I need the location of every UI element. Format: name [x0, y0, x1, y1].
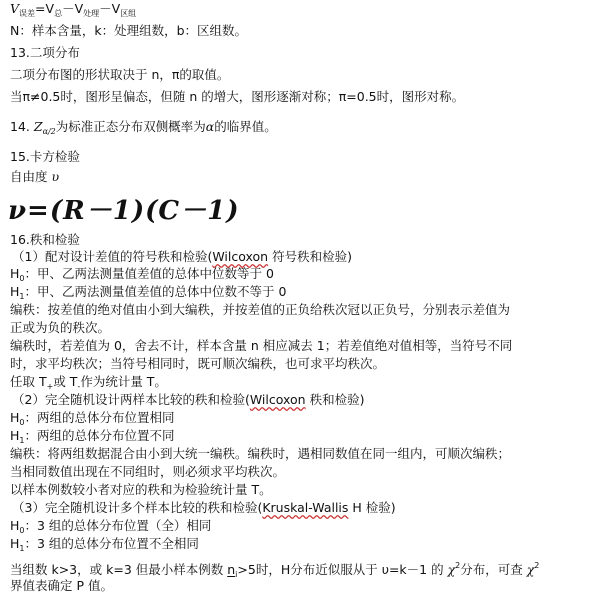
hypothesis-h1-multi-sample: [10, 535, 199, 558]
h-sub: 1: [19, 544, 25, 553]
wilcoxon-term-1: Wilcoxon: [212, 249, 269, 264]
h-symbol: H: [10, 284, 20, 299]
h-distribution-rule-end: 界值表确定 P 值。: [10, 578, 113, 593]
h1-text: ：两组的总体分布位置不同: [24, 428, 175, 443]
kruskal-wallis-term: Kruskal-Wallis: [262, 500, 349, 515]
rule-prefix: 当组数 k>3，或 k=3 但最小样本例数: [10, 562, 228, 577]
two-sample-rule-1: 编秩：将两组数据混合由小到大统一编秩。编秩时，遇相同数值在同一组内，可顺次编秩；: [10, 446, 511, 461]
h-symbol: H: [10, 410, 20, 425]
chi-symbol: χ: [447, 562, 456, 577]
h-symbol: H: [10, 428, 20, 443]
n-symbol: n: [227, 562, 236, 577]
h-sub: 0: [19, 418, 25, 427]
ranking-rule-3: 编秩时，若差值为 0，舍去不计，样本含量 n 相应减去 1；若差值绝对值相等，当符号不同: [10, 338, 513, 353]
ranking-rule-2: 正或为负的秩次。: [10, 320, 111, 335]
test-2-suffix: 秩和检验): [305, 392, 365, 407]
h-symbol: H: [10, 536, 20, 551]
chi-superscript: 2: [455, 561, 461, 570]
section-14-text-2: 的临界值。: [214, 119, 277, 134]
h-sub: 0: [19, 526, 25, 535]
section-16-title: 16.秩和检验: [10, 232, 80, 247]
minus-v2: －V: [99, 1, 121, 16]
t-mid: 或 T: [53, 374, 78, 389]
rule-middle-2: 分布，可查: [460, 562, 527, 577]
ranking-rule-4: 时，求平均秩次；当符号相同时，既可顺次编秩，也可求平均秩次。: [10, 356, 386, 371]
nu-symbol: υ: [51, 169, 60, 184]
variance-decomposition-line: [10, 0, 136, 23]
chi-superscript-2: 2: [534, 561, 540, 570]
test-2-prefix: （2）完全随机设计两样本比较的秩和检验(: [12, 392, 250, 407]
ranking-rule-1: 编秩：按差值的绝对值由小到大编秩，并按差值的正负给秩次冠以正负号，分别表示差值为: [10, 302, 511, 317]
h-sub: 1: [19, 436, 25, 445]
degrees-of-freedom-label: [10, 168, 59, 186]
h0-text: ：3 组的总体分布位置（全）相同: [24, 518, 212, 533]
t-minus: -: [77, 382, 81, 391]
section-15-title: 15.卡方检验: [10, 149, 80, 164]
section-13-para-1: 二项分布图的形状取决于 n，π的取值。: [10, 67, 230, 82]
test-3-suffix: H 检验): [348, 500, 396, 515]
sub-total: 总: [54, 9, 63, 18]
minus-v1: －V: [62, 1, 84, 16]
h0-text: ：两组的总体分布位置相同: [24, 410, 175, 425]
h1-text: ：3 组的总体分布位置不全相同: [24, 536, 199, 551]
alpha-symbol: α: [205, 119, 215, 134]
chi-square-df-formula: ν=(R－1)(C－1): [8, 196, 240, 226]
z-symbol: Z: [33, 119, 43, 134]
rule-middle: >5时，H分布近似服从于 υ=k－1 的: [237, 562, 448, 577]
test-3-heading: [12, 499, 396, 517]
z-subscript: α/2: [42, 127, 56, 136]
n-k-b-definition: N：样本含量，k：处理组数，b：区组数。: [10, 23, 248, 38]
two-sample-rule-2: 当相同数值出现在不同组时，则必须求平均秩次。: [10, 464, 286, 479]
section-13-para-2: 当π≠0.5时，图形呈偏态，但随 n 的增大，图形逐渐对称；π=0.5时，图形对称。: [10, 89, 465, 104]
t-post: 作为统计量 T。: [80, 374, 167, 389]
test-1-prefix: （1）配对设计差值的符号秩和检验(: [12, 249, 213, 264]
sub-treatment: 处理: [83, 9, 100, 18]
test-1-suffix: 符号秩和检验): [268, 249, 352, 264]
h-symbol: H: [10, 518, 20, 533]
df-text: 自由度: [10, 169, 48, 184]
two-sample-rule-3: 以样本例数较小者对应的秩和为检验统计量 T。: [10, 482, 272, 497]
sub-error: 误差: [19, 9, 36, 18]
n-subscript: i: [235, 570, 238, 579]
h-sub: 0: [19, 274, 25, 283]
test-3-prefix: （3）完全随机设计多个样本比较的秩和检验(: [12, 500, 263, 515]
sub-block: 区组: [120, 9, 137, 18]
test-1-heading: [12, 248, 352, 266]
test-2-heading: [12, 391, 364, 409]
t-plus: +: [46, 382, 54, 391]
wilcoxon-term-2: Wilcoxon: [249, 392, 306, 407]
section-14-text-1: 为标准正态分布双侧概率为: [55, 119, 206, 134]
h-symbol: H: [10, 266, 20, 281]
eq-text: =V: [35, 1, 55, 16]
section-13-title: 13.二项分布: [10, 45, 80, 60]
chi-symbol-2: χ: [526, 562, 535, 577]
h-sub: 1: [19, 292, 25, 301]
section-14-number: 14.: [10, 119, 30, 134]
v-symbol: V: [10, 1, 20, 16]
t-pre: 任取 T: [10, 374, 47, 389]
section-14-line: [10, 118, 277, 141]
h1-text: ：甲、乙两法测量值差值的总体中位数不等于 0: [24, 284, 287, 299]
h0-text: ：甲、乙两法测量值差值的总体中位数等于 0: [24, 266, 274, 281]
